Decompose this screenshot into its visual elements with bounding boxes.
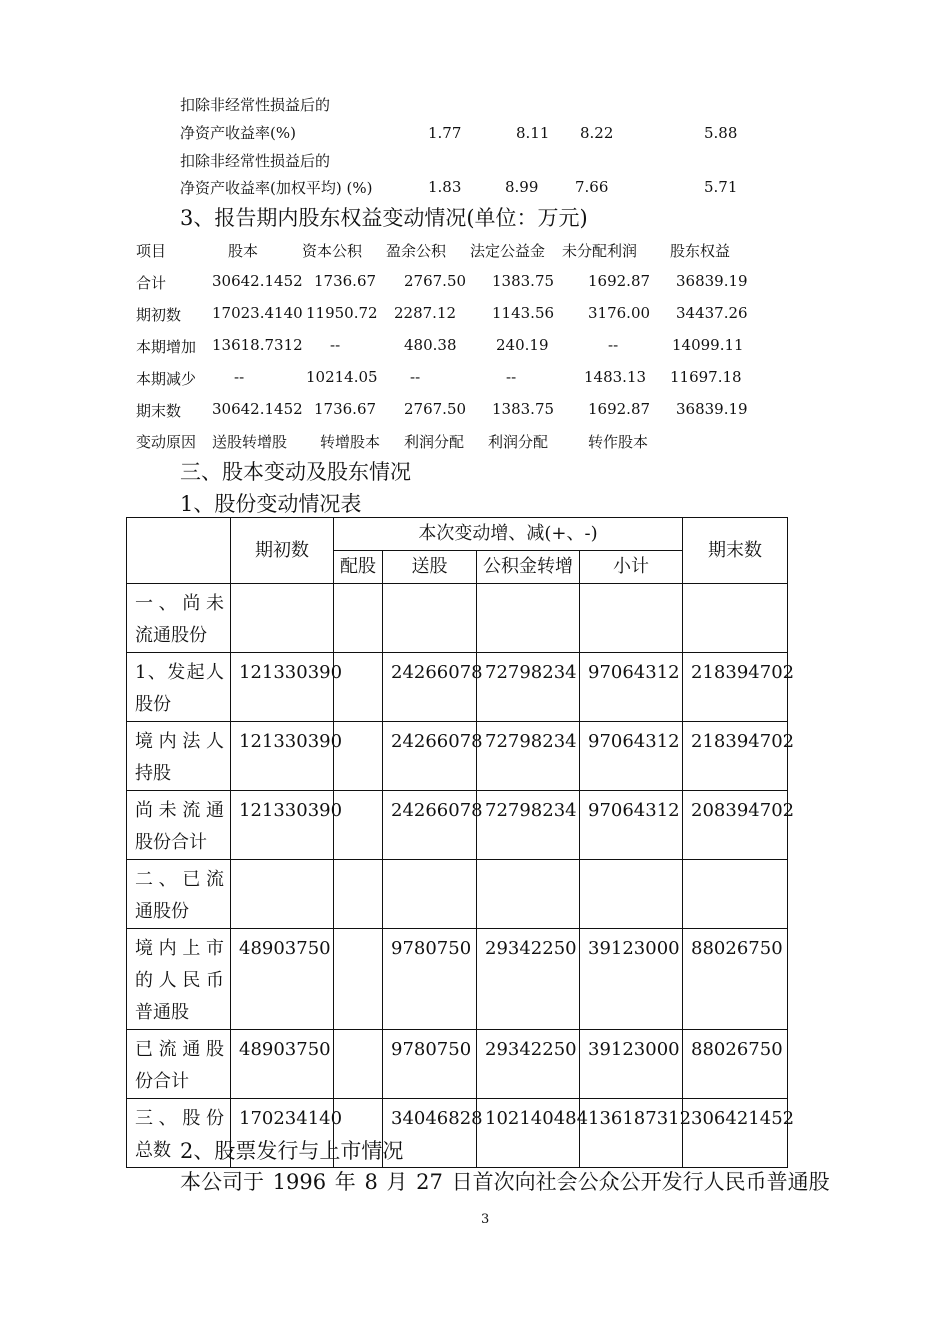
closing-cell: 218394702: [683, 653, 788, 722]
equity-header-cell: 资本公积: [302, 242, 363, 260]
roe-value: 8.11: [516, 124, 550, 142]
header-subtotal: 小计: [580, 551, 683, 584]
equity-cell: 14099.11: [672, 336, 744, 354]
row-label: [127, 791, 231, 860]
rights-cell: [334, 860, 383, 929]
closing-cell: 208394702: [683, 791, 788, 860]
rights-cell: [334, 929, 383, 1030]
row-label-line: 总数: [135, 1140, 171, 1161]
row-label-line: 通股份: [135, 901, 189, 922]
opening-cell: 48903750: [231, 1030, 334, 1099]
reserve-cell: 29342250: [477, 929, 580, 1030]
equity-cell: 1483.13: [584, 368, 647, 386]
equity-cell: 1383.75: [492, 272, 555, 290]
equity-header-cell: 股本: [228, 242, 259, 260]
equity-cell: 1692.87: [588, 272, 651, 290]
closing-cell: 88026750: [683, 1030, 788, 1099]
opening-cell: 121330390: [231, 791, 334, 860]
equity-header-cell: 盈余公积: [386, 242, 447, 260]
roe-label-line2: 净资产收益率(%): [180, 124, 296, 142]
equity-cell: 13618.7312: [212, 336, 303, 354]
equity-cell: 30642.1452: [212, 272, 303, 290]
row-label-line: 股份合计: [135, 832, 207, 853]
equity-row: [0, 368, 950, 388]
header-reserve-conversion: 公积金转增: [477, 551, 580, 584]
bonus-cell: [383, 584, 477, 653]
roe-label-line3: 扣除非经常性损益后的: [180, 152, 331, 170]
equity-header-row: [0, 240, 950, 260]
equity-cell: 2767.50: [404, 400, 467, 418]
subtotal-cell: [580, 584, 683, 653]
table-row: [127, 653, 788, 722]
header-rights-issue: 配股: [334, 551, 383, 584]
equity-cell: 34437.26: [676, 304, 748, 322]
section-heading: 三、股本变动及股东情况: [180, 460, 411, 484]
page-number: 3: [481, 1212, 490, 1227]
equity-cell: 480.38: [404, 336, 457, 354]
equity-header-cell: 法定公益金: [470, 242, 546, 260]
rights-cell: [334, 1030, 383, 1099]
reserve-cell: 29342250: [477, 1030, 580, 1099]
equity-cell: 36839.19: [676, 400, 748, 418]
row-label-line: 持股: [135, 763, 171, 784]
equity-cell: 30642.1452: [212, 400, 303, 418]
roe-value: 1.83: [428, 178, 462, 196]
opening-cell: 121330390: [231, 653, 334, 722]
equity-cell: 1736.67: [314, 400, 377, 418]
closing-cell: [683, 584, 788, 653]
equity-cell: 1736.67: [314, 272, 377, 290]
row-label-line: 二、已流: [135, 869, 224, 890]
header-opening: 期初数: [231, 518, 334, 584]
share-change-table: [126, 517, 795, 1168]
row-label: [127, 722, 231, 791]
row-label: [127, 653, 231, 722]
opening-cell: 170234140: [231, 1099, 334, 1168]
equity-reason-cell: 利润分配: [404, 433, 465, 451]
roe-value: 1.77: [428, 124, 462, 142]
equity-reason-cell: 利润分配: [488, 433, 549, 451]
equity-cell: 2767.50: [404, 272, 467, 290]
equity-cell: --: [234, 368, 245, 386]
issuance-text: 本公司于 1996 年 8 月 27 日首次向社会公众公开发行人民币普通股: [180, 1170, 830, 1194]
row-label-line: 普通股: [135, 1002, 189, 1023]
table-row: [127, 860, 788, 929]
equity-header-cell: 未分配利润: [562, 242, 638, 260]
equity-cell: 本期减少: [136, 370, 197, 388]
row-label-line: 流通股份: [135, 625, 207, 646]
equity-reason-cell: 转增股本: [320, 433, 381, 451]
bonus-cell: 9780750: [383, 1030, 477, 1099]
subtotal-cell: [580, 860, 683, 929]
opening-cell: [231, 584, 334, 653]
equity-cell: 1692.87: [588, 400, 651, 418]
subtotal-cell: 97064312: [580, 722, 683, 791]
bonus-cell: 9780750: [383, 929, 477, 1030]
table-row: [127, 791, 788, 860]
row-label-line: 三、股份: [135, 1108, 224, 1129]
equity-header-cell: 项目: [136, 242, 167, 260]
row-label-line: 的人民币: [135, 970, 224, 991]
header-bonus-shares: 送股: [383, 551, 477, 584]
equity-reason-cell: 变动原因: [136, 433, 197, 451]
header-closing: 期末数: [683, 518, 788, 584]
row-label-line: 股份: [135, 694, 171, 715]
equity-cell: 1143.56: [492, 304, 555, 322]
equity-row: [0, 400, 950, 420]
equity-row: [0, 304, 950, 324]
equity-cell: 合计: [136, 274, 167, 292]
roe-value: 8.99: [505, 178, 539, 196]
bonus-cell: [383, 860, 477, 929]
opening-cell: [231, 860, 334, 929]
equity-heading: 3、报告期内股东权益变动情况(单位：万元): [180, 206, 588, 230]
reserve-cell: 72798234: [477, 791, 580, 860]
equity-row: [0, 336, 950, 356]
equity-reason-cell: 送股转增股: [212, 433, 288, 451]
reserve-cell: 72798234: [477, 722, 580, 791]
equity-cell: 期初数: [136, 306, 182, 324]
equity-cell: --: [608, 336, 619, 354]
reserve-cell: 102140484: [477, 1099, 580, 1168]
opening-cell: 121330390: [231, 722, 334, 791]
reserve-cell: [477, 860, 580, 929]
equity-cell: 本期增加: [136, 338, 197, 356]
row-label-line: 尚未流通: [135, 800, 224, 821]
row-label: [127, 1030, 231, 1099]
bonus-cell: 24266078: [383, 653, 477, 722]
opening-cell: 48903750: [231, 929, 334, 1030]
equity-reason-cell: 转作股本: [588, 433, 649, 451]
equity-cell: --: [506, 368, 517, 386]
equity-cell: --: [330, 336, 341, 354]
table-row: [127, 584, 788, 653]
equity-cell: 期末数: [136, 402, 182, 420]
subtotal-cell: 97064312: [580, 653, 683, 722]
closing-cell: 88026750: [683, 929, 788, 1030]
equity-cell: 3176.00: [588, 304, 651, 322]
equity-cell: 36839.19: [676, 272, 748, 290]
row-label: [127, 584, 231, 653]
row-label: [127, 929, 231, 1030]
equity-cell: 240.19: [496, 336, 549, 354]
row-label-line: 境内法人: [135, 731, 224, 752]
bonus-cell: 24266078: [383, 791, 477, 860]
roe-label-line1: 扣除非经常性损益后的: [180, 96, 331, 114]
share-table-heading: 1、股份变动情况表: [180, 492, 362, 516]
equity-cell: 11697.18: [670, 368, 742, 386]
roe-value: 8.22: [580, 124, 614, 142]
roe-label-line4: 净资产收益率(加权平均) (%): [180, 179, 373, 197]
row-label-line: 境内上市: [135, 938, 224, 959]
rights-cell: [334, 584, 383, 653]
equity-cell: 11950.72: [306, 304, 378, 322]
equity-row: [0, 272, 950, 292]
row-label-line: 1、发起人: [135, 662, 224, 683]
row-label-line: 已流通股: [135, 1039, 224, 1060]
row-label-line: 一、尚未: [135, 593, 224, 614]
bonus-cell: 34046828: [383, 1099, 477, 1168]
subtotal-cell: 39123000: [580, 1030, 683, 1099]
bonus-cell: 24266078: [383, 722, 477, 791]
table-row: [127, 722, 788, 791]
subtotal-cell: 39123000: [580, 929, 683, 1030]
header-change-group: 本次变动增、减(+、-): [334, 518, 683, 551]
closing-cell: 306421452: [683, 1099, 788, 1168]
equity-header-cell: 股东权益: [670, 242, 731, 260]
equity-cell: 17023.4140: [212, 304, 303, 322]
reserve-cell: 72798234: [477, 653, 580, 722]
row-label: [127, 860, 231, 929]
roe-value: 5.71: [704, 178, 738, 196]
table-row: [127, 1030, 788, 1099]
reserve-cell: [477, 584, 580, 653]
closing-cell: 218394702: [683, 722, 788, 791]
roe-value: 7.66: [575, 178, 609, 196]
subtotal-cell: 97064312: [580, 791, 683, 860]
row-label-line: 份合计: [135, 1071, 189, 1092]
equity-cell: 2287.12: [394, 304, 457, 322]
closing-cell: [683, 860, 788, 929]
equity-cell: 10214.05: [306, 368, 378, 386]
issuance-heading: 2、股票发行与上市情况: [180, 1139, 404, 1163]
equity-reason-row: [0, 431, 950, 451]
equity-cell: --: [410, 368, 421, 386]
equity-cell: 1383.75: [492, 400, 555, 418]
roe-value: 5.88: [704, 124, 738, 142]
table-row: [127, 929, 788, 1030]
header-blank-cell: [127, 518, 231, 584]
subtotal-cell: 136187312: [580, 1099, 683, 1168]
